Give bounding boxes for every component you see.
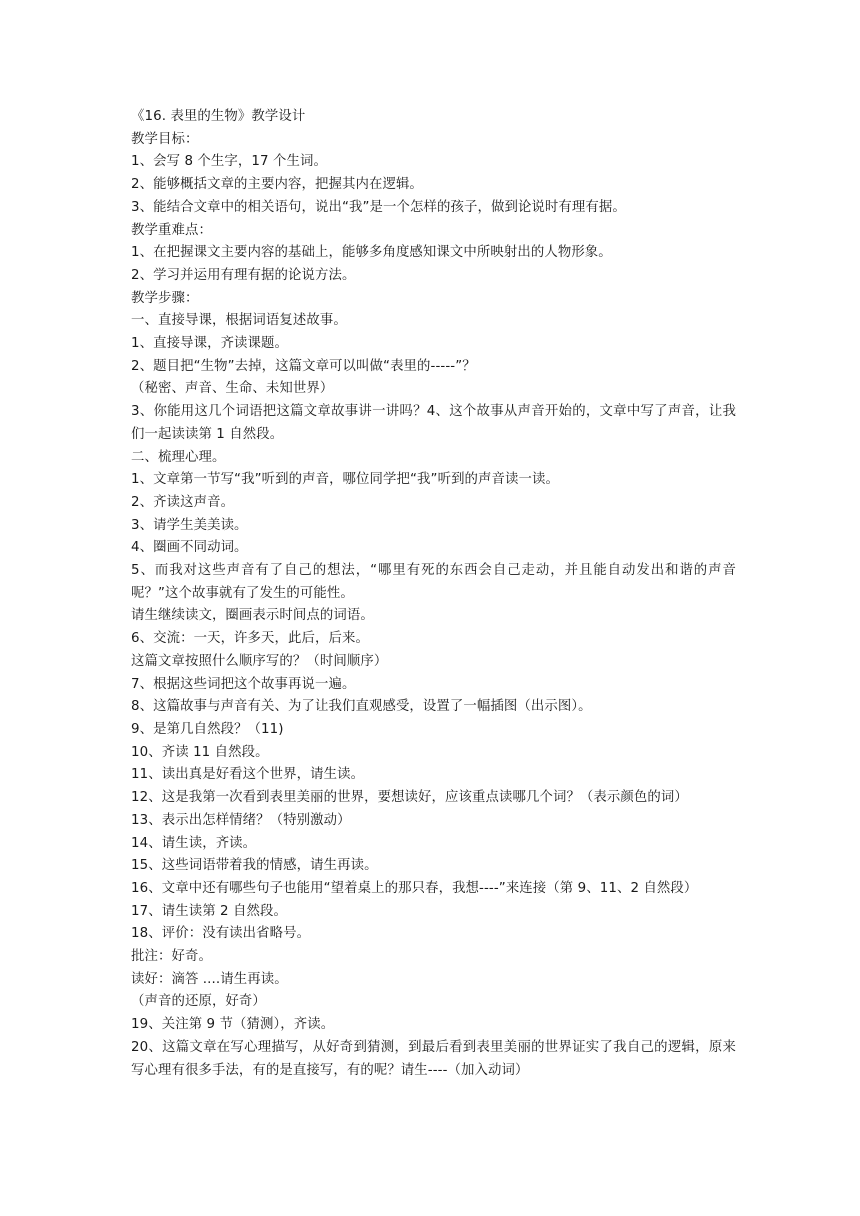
document-paragraph: 15、这些词语带着我的情感，请生再读。 [131,858,378,874]
document-paragraph: 17、请生读第 2 自然段。 [131,903,287,919]
document-paragraph: 20、这篇文章在写心理描写，从好奇到猜测，到最后看到表里美丽的世界证实了我自己的逻辑，原来写心理有很多手法，有的是直接写，有的呢？请生----（加入动词） [131,1039,736,1078]
document-paragraph: 1、会写 8 个生字，17 个生词。 [131,154,327,170]
document-paragraph: 2、题目把“生物”去掉，这篇文章可以叫做“表里的-----”？ [131,358,476,374]
document-paragraph: 7、根据这些词把这个故事再说一遍。 [131,676,356,692]
document-paragraph: 3、你能用这几个词语把这篇文章故事讲一讲吗？4、这个故事从声音开始的，文章中写了声音，让我们一起读读第 1 自然段。 [131,404,736,442]
document-paragraph: 1、直接导课，齐读课题。 [131,336,289,352]
document-paragraph: 16、文章中还有哪些句子也能用“望着桌上的那只春，我想----”来连接（第 9、11、2 自然段） [131,880,698,896]
document-paragraph: 请生继续读文，圈画表示时间点的词语。 [131,608,374,624]
document-paragraph: （声音的还原，好奇） [131,994,266,1010]
document-paragraph: 5、而我对这些声音有了自己的想法，“哪里有死的东西会自己走动，并且能自动发出和谐的声音呢？”这个故事就有了发生的可能性。 [131,563,736,601]
document-paragraph: 3、能结合文章中的相关语句，说出“我”是一个怎样的孩子，做到论说时有理有据。 [131,199,626,215]
document-paragraph: 1、在把握课文主要内容的基础上，能够多角度感知课文中所映射出的人物形象。 [131,245,612,261]
document-paragraph: 读好：滴答 ....请生再读。 [131,971,288,987]
document-paragraph: 9、是第几自然段？（11) [131,721,284,737]
document-paragraph: 10、齐读 11 自然段。 [131,744,269,760]
document-paragraph: 12、这是我第一次看到表里美丽的世界，要想读好，应该重点读哪几个词？（表示颜色的词） [131,790,688,806]
document-paragraph: 2、学习并运用有理有据的论说方法。 [131,267,356,283]
document-paragraph: 13、表示出怎样情绪？（特别激动） [131,812,351,828]
document-paragraph: 6、交流：一天，许多天，此后，后来。 [131,631,369,647]
document-paragraph: 一、直接导课，根据词语复述故事。 [131,313,347,329]
document-paragraph: 14、请生读，齐读。 [131,835,257,851]
document-paragraph: 教学步骤： [131,290,199,306]
document-paragraph: 3、请学生美美读。 [131,517,248,533]
document-paragraph: 2、能够概括文章的主要内容，把握其内在逻辑。 [131,177,423,193]
document-title: 《16. 表里的生物》教学设计 [131,109,306,124]
document-paragraph: 教学重难点： [131,222,212,238]
document-paragraph: 批注：好奇。 [131,949,212,965]
document-paragraph: 教学目标： [131,131,199,147]
document-paragraph: 4、圈画不同动词。 [131,540,248,556]
document-paragraph: 二、梳理心理。 [131,449,226,465]
document-paragraph: （秘密、声音、生命、未知世界） [131,381,334,397]
document-paragraph: 11、读出真是好看这个世界，请生读。 [131,767,365,783]
document-paragraph: 8、这篇故事与声音有关、为了让我们直观感受，设置了一幅插图（出示图）。 [131,699,592,715]
document-body [131,106,736,1082]
document-paragraph: 19、关注第 9 节（猜测），齐读。 [131,1017,335,1033]
document-paragraph: 2、齐读这声音。 [131,494,235,510]
document-paragraph: 18、评价：没有读出省略号。 [131,926,311,942]
document-paragraph: 这篇文章按照什么顺序写的？（时间顺序） [131,653,388,669]
document-paragraph: 1、文章第一节写“我”听到的声音，哪位同学把“我”听到的声音读一读。 [131,472,559,488]
